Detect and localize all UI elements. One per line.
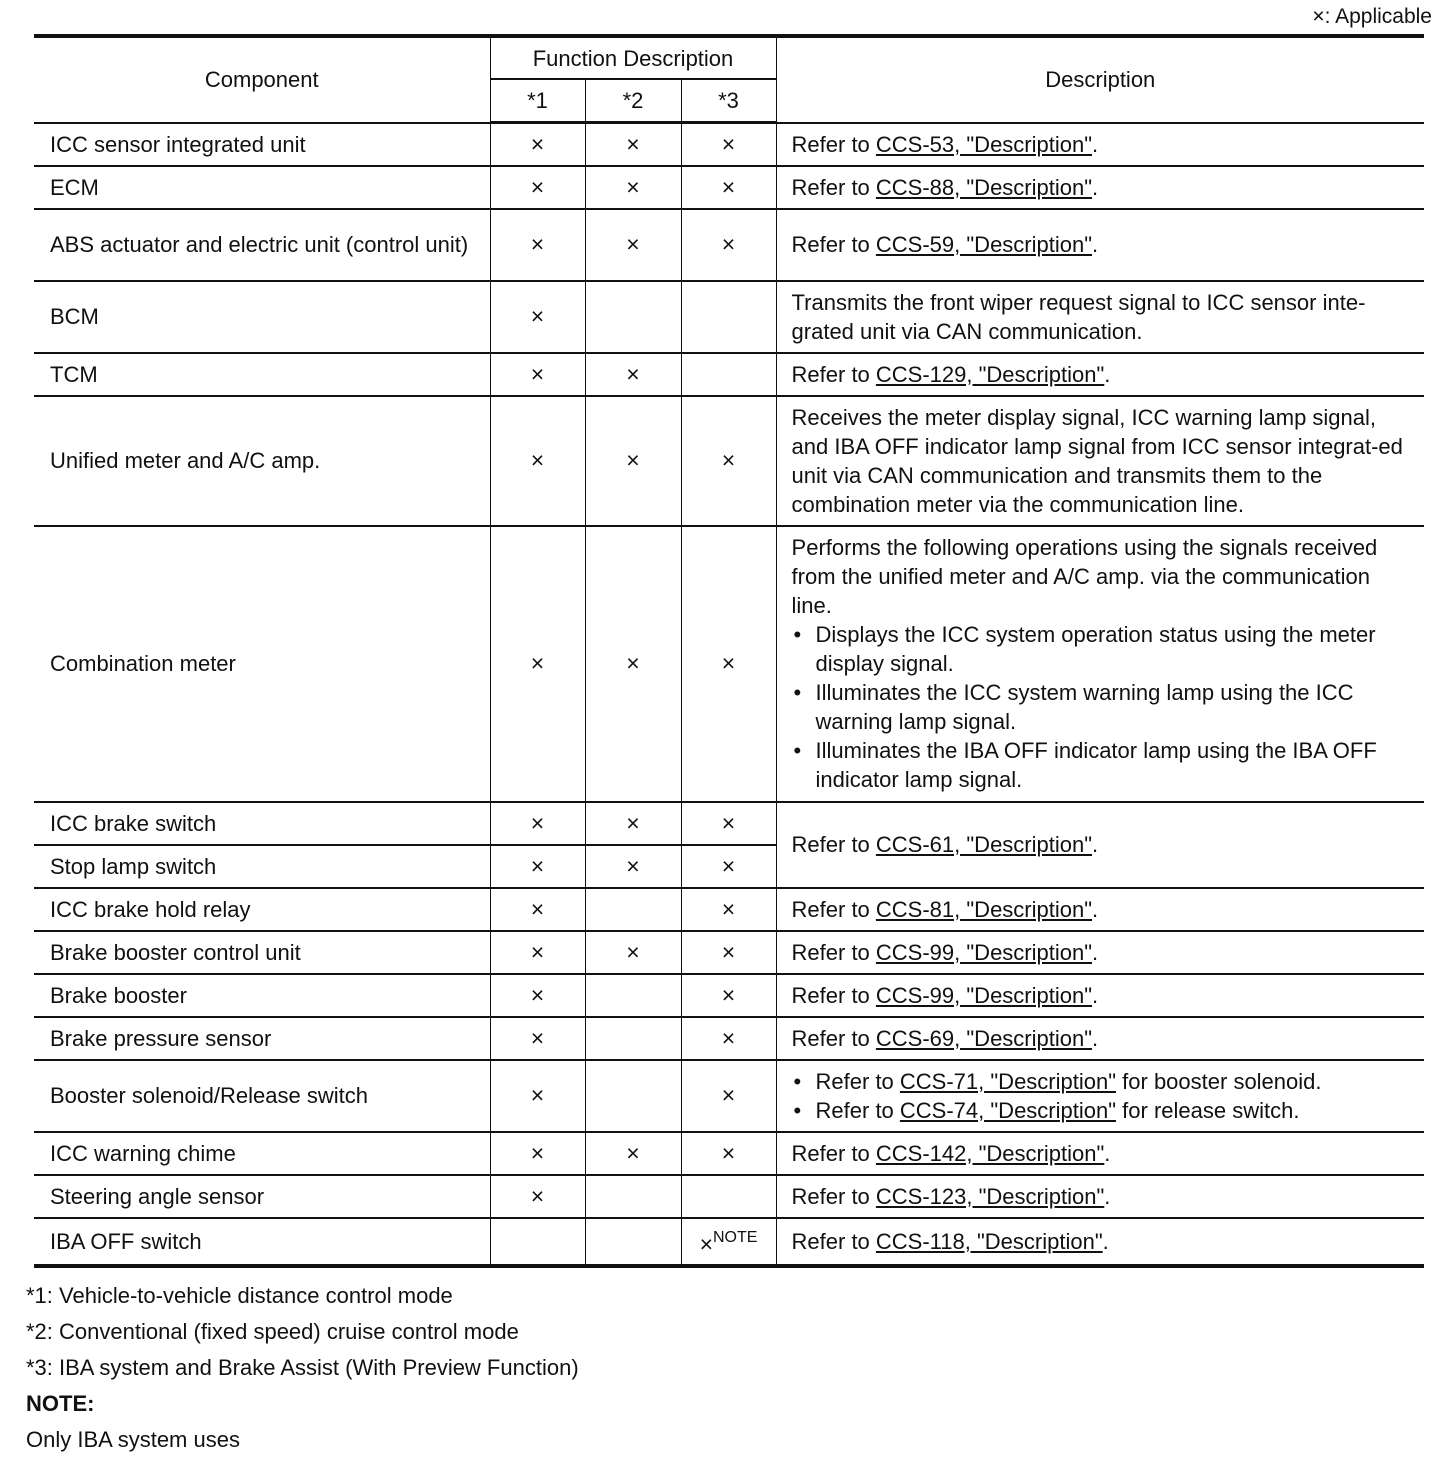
table-row [34, 1132, 1424, 1175]
mark-col-3: × [681, 1132, 776, 1175]
footnote-1: *1: Vehicle-to-vehicle distance control mode [26, 1283, 453, 1308]
bullet-list [792, 620, 1417, 794]
table-row [34, 1060, 1424, 1132]
description-cell: Refer to CCS-81, "Description". [776, 888, 1424, 931]
mark-col-1: × [490, 396, 585, 526]
mark-col-3: × [681, 974, 776, 1017]
mark-col-1: × [490, 845, 585, 888]
reference-link[interactable]: CCS-71, "Description" [899, 1068, 1117, 1094]
mark-col-1: × [490, 353, 585, 396]
bullet-item: • Displays the ICC system operation status using the meter display signal. [792, 620, 1417, 678]
table-row [34, 396, 1424, 526]
header-description: Description [776, 36, 1424, 123]
reference-link[interactable]: CCS-123, "Description" [875, 1183, 1105, 1209]
reference-link[interactable]: CCS-69, "Description" [875, 1025, 1093, 1051]
reference-link[interactable]: CCS-118, "Description" [875, 1228, 1103, 1254]
table-row [34, 1175, 1424, 1218]
description-text: Receives the meter display signal, ICC warning lamp signal, and IBA OFF indicator lamp signal from ICC sensor integrat-ed unit via CAN communication and transmits them to the combination meter via the communication line. [776, 396, 1424, 526]
component-name: ICC brake switch [34, 802, 490, 845]
component-name: TCM [34, 353, 490, 396]
component-name: Stop lamp switch [34, 845, 490, 888]
mark-col-3 [681, 353, 776, 396]
footnotes [26, 1278, 579, 1458]
description-cell: Refer to CCS-53, "Description". [776, 123, 1424, 166]
mark-col-1: × [490, 1175, 585, 1218]
header-function-description: Function Description [490, 36, 776, 79]
table-row [34, 123, 1424, 166]
footnote-2: *2: Conventional (fixed speed) cruise control mode [26, 1319, 519, 1344]
mark-col-1: × [490, 1132, 585, 1175]
mark-col-1: × [490, 1060, 585, 1132]
description-cell: Refer to CCS-59, "Description". [776, 209, 1424, 281]
reference-link[interactable]: CCS-53, "Description" [875, 131, 1093, 157]
mark-col-2: × [585, 845, 681, 888]
header-col-3: *3 [681, 79, 776, 123]
mark-col-3: × [681, 845, 776, 888]
mark-col-2: × [585, 802, 681, 845]
mark-col-2: × [585, 396, 681, 526]
header-col-2: *2 [585, 79, 681, 123]
mark-col-2: × [585, 123, 681, 166]
description-cell: Refer to CCS-99, "Description". [776, 974, 1424, 1017]
reference-link[interactable]: CCS-59, "Description" [875, 232, 1093, 257]
bullet-list [792, 1067, 1417, 1125]
mark-col-2: × [585, 526, 681, 802]
note-text: Only IBA system uses [26, 1427, 240, 1452]
component-name: Brake booster [34, 974, 490, 1017]
mark-col-1 [490, 1218, 585, 1266]
table-row [34, 281, 1424, 353]
mark-col-1: × [490, 802, 585, 845]
footnote-3: *3: IBA system and Brake Assist (With Preview Function) [26, 1355, 579, 1380]
applicable-mark: × [699, 1231, 713, 1257]
description-cell: Refer to CCS-129, "Description". [776, 353, 1424, 396]
mark-col-1: × [490, 166, 585, 209]
mark-col-3: × [681, 526, 776, 802]
mark-col-1: × [490, 281, 585, 353]
component-function-table [34, 34, 1424, 1268]
mark-col-1: × [490, 931, 585, 974]
component-name: Combination meter [34, 526, 490, 802]
mark-col-3: × [681, 802, 776, 845]
description-cell: Refer to CCS-142, "Description". [776, 1132, 1424, 1175]
mark-col-3: × [681, 931, 776, 974]
mark-col-2 [585, 974, 681, 1017]
mark-col-3 [681, 281, 776, 353]
table-row [34, 802, 1424, 845]
description-cell: Refer to CCS-99, "Description". [776, 931, 1424, 974]
mark-col-3: × [681, 1060, 776, 1132]
mark-col-3 [681, 1218, 776, 1266]
mark-col-3: × [681, 166, 776, 209]
mark-col-3: × [681, 396, 776, 526]
bullet-item: • Refer to CCS-71, "Description" for booster solenoid. [792, 1067, 1417, 1096]
mark-col-2 [585, 1060, 681, 1132]
table-row [34, 974, 1424, 1017]
component-name: ICC sensor integrated unit [34, 123, 490, 166]
header-col-1: *1 [490, 79, 585, 123]
mark-col-1: × [490, 1017, 585, 1060]
description-cell: Refer to CCS-69, "Description". [776, 1017, 1424, 1060]
description-cell: Refer to CCS-123, "Description". [776, 1175, 1424, 1218]
mark-col-1: × [490, 974, 585, 1017]
component-name: ICC warning chime [34, 1132, 490, 1175]
reference-link[interactable]: CCS-99, "Description" [875, 982, 1093, 1008]
mark-col-1: × [490, 123, 585, 166]
mark-col-2 [585, 1218, 681, 1266]
mark-col-3: × [681, 888, 776, 931]
reference-link[interactable]: CCS-81, "Description" [875, 896, 1093, 922]
component-name: ICC brake hold relay [34, 888, 490, 931]
note-label: NOTE: [26, 1391, 95, 1416]
mark-col-1: × [490, 209, 585, 281]
mark-col-2 [585, 1017, 681, 1060]
header-component: Component [34, 36, 490, 123]
mark-col-2 [585, 281, 681, 353]
note-superscript: NOTE [713, 1229, 758, 1246]
component-name: ABS actuator and electric unit (control unit) [34, 209, 490, 281]
description-cell [776, 1060, 1424, 1132]
mark-col-2 [585, 1175, 681, 1218]
component-name: Booster solenoid/Release switch [34, 1060, 490, 1132]
table-row [34, 931, 1424, 974]
description-text: Transmits the front wiper request signal to ICC sensor inte-grated unit via CAN communication. [776, 281, 1424, 353]
component-name: BCM [34, 281, 490, 353]
reference-link[interactable]: CCS-99, "Description" [875, 939, 1093, 965]
mark-col-3 [681, 1175, 776, 1218]
table-row [34, 166, 1424, 209]
component-name: IBA OFF switch [34, 1218, 490, 1266]
reference-link[interactable]: CCS-61, "Description" [875, 832, 1093, 857]
table-row [34, 209, 1424, 281]
description-cell: Refer to CCS-88, "Description". [776, 166, 1424, 209]
table-row [34, 888, 1424, 931]
reference-link[interactable]: CCS-142, "Description" [875, 1140, 1105, 1166]
mark-col-2: × [585, 1132, 681, 1175]
applicable-legend: ×: Applicable [1312, 5, 1432, 28]
table-row [34, 353, 1424, 396]
bullet-item: • Refer to CCS-74, "Description" for release switch. [792, 1096, 1417, 1125]
mark-col-1: × [490, 526, 585, 802]
mark-col-3: × [681, 1017, 776, 1060]
table-row [34, 1218, 1424, 1266]
description-cell: Refer to CCS-61, "Description". [776, 802, 1424, 888]
mark-col-3: × [681, 123, 776, 166]
table-row [34, 1017, 1424, 1060]
component-name: ECM [34, 166, 490, 209]
bullet-item: • Illuminates the ICC system warning lamp using the ICC warning lamp signal. [792, 678, 1417, 736]
component-name: Unified meter and A/C amp. [34, 396, 490, 526]
reference-link[interactable]: CCS-129, "Description" [875, 361, 1105, 387]
mark-col-2 [585, 888, 681, 931]
description-cell: Refer to CCS-118, "Description". [776, 1218, 1424, 1266]
mark-col-2: × [585, 209, 681, 281]
mark-col-2: × [585, 353, 681, 396]
mark-col-2: × [585, 931, 681, 974]
mark-col-3: × [681, 209, 776, 281]
reference-link[interactable]: CCS-74, "Description" [899, 1097, 1117, 1123]
component-name: Brake booster control unit [34, 931, 490, 974]
component-name: Steering angle sensor [34, 1175, 490, 1218]
table-row [34, 526, 1424, 802]
component-name: Brake pressure sensor [34, 1017, 490, 1060]
mark-col-2: × [585, 166, 681, 209]
mark-col-1: × [490, 888, 585, 931]
reference-link[interactable]: CCS-88, "Description" [875, 174, 1093, 200]
description-cell [776, 526, 1424, 802]
bullet-item: • Illuminates the IBA OFF indicator lamp using the IBA OFF indicator lamp signal. [792, 736, 1417, 794]
description-intro: Performs the following operations using the signals received from the unified meter and A/C amp. via the communication line. [791, 535, 1378, 618]
